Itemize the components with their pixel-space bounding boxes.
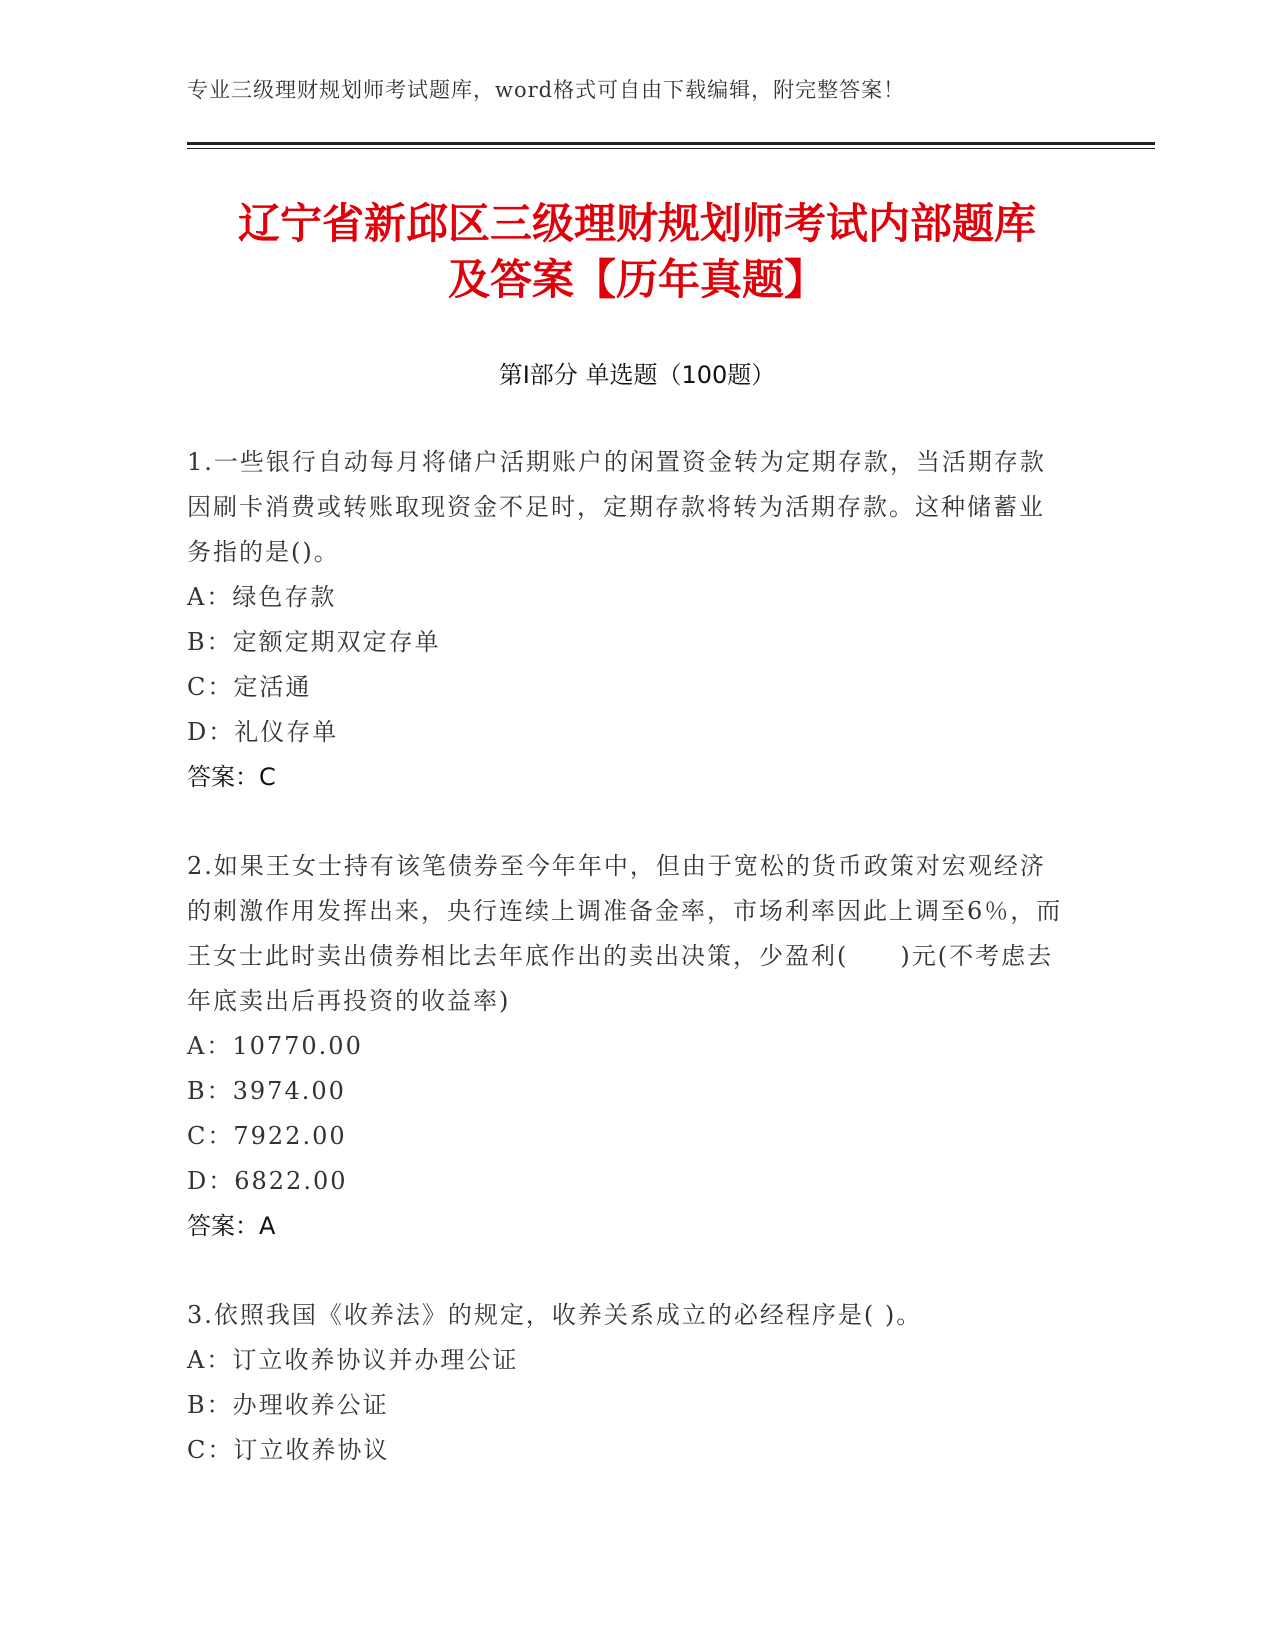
option-b: B：定额定期双定存单	[187, 628, 441, 656]
document-title-line-1: 辽宁省新邱区三级理财规划师考试内部题库	[237, 199, 1036, 248]
option-c: C：订立收养协议	[187, 1436, 390, 1464]
question-list	[187, 440, 1067, 1517]
document-title	[187, 196, 1087, 308]
question-1	[187, 440, 1067, 800]
option-d: D：6822.00	[187, 1167, 348, 1195]
option-a: A：绿色存款	[187, 583, 337, 611]
option-c: C：7922.00	[187, 1122, 347, 1150]
option-b: B：3974.00	[187, 1077, 346, 1105]
question-2	[187, 844, 1067, 1249]
question-answer: 答案：C	[187, 763, 276, 791]
header-divider-thick	[187, 142, 1155, 145]
question-answer: 答案：A	[187, 1212, 276, 1240]
header-divider-thin	[187, 148, 1155, 149]
question-stem: 1.一些银行自动每月将储户活期账户的闲置资金转为定期存款，当活期存款因刷卡消费或转账取现资金不足时，定期存款将转为活期存款。这种储蓄业务指的是()。	[187, 448, 1046, 566]
option-b: B：办理收养公证	[187, 1391, 389, 1419]
document-title-line-2: 及答案【历年真题】	[447, 255, 826, 304]
option-c: C：定活通	[187, 673, 312, 701]
option-a: A：订立收养协议并办理公证	[187, 1346, 519, 1374]
option-a: A：10770.00	[187, 1032, 363, 1060]
option-d: D：礼仪存单	[187, 718, 339, 746]
header-note: 专业三级理财规划师考试题库，word格式可自由下载编辑，附完整答案！	[187, 78, 906, 102]
question-stem: 3.依照我国《收养法》的规定，收养关系成立的必经程序是( )。	[187, 1301, 923, 1329]
question-stem: 2.如果王女士持有该笔债券至今年年中，但由于宽松的货币政策对宏观经济的刺激作用发挥出来，央行连续上调准备金率，市场利率因此上调至6％，而王女士此时卖出债券相比去年底作出的卖出决策，少盈利( )元(不考虑去年底卖出后再投资的收益率)	[187, 852, 1063, 1015]
section-title: 第I部分 单选题（100题）	[498, 361, 776, 389]
question-3	[187, 1293, 1067, 1473]
